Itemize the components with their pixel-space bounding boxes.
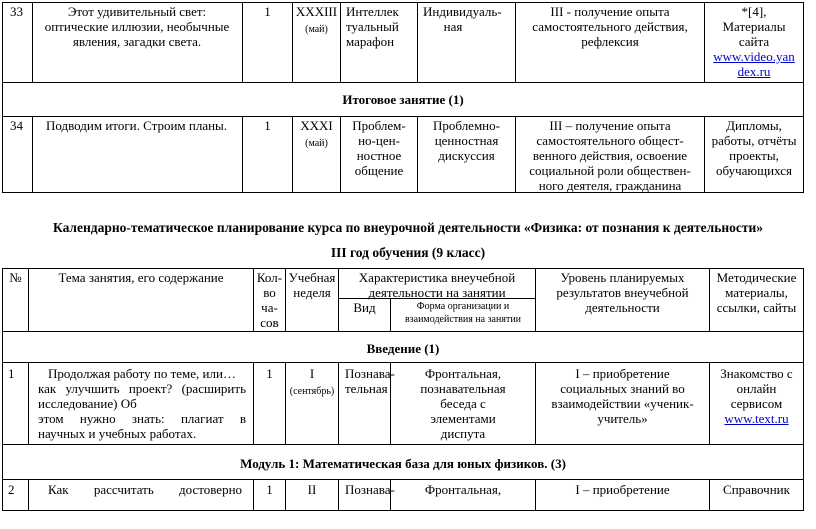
form-cell: Фронтальная, познавательная беседа с элементами диспута [420,366,506,441]
row-number: 1 [8,366,15,381]
topic-cell: Продолжая работу по теме, или… как улучшить проект? (расширить исследование) Об этом нужно знать: плагиат в научных и учебных работах. [38,366,246,441]
topic-cell: Как рассчитать достоверно [48,482,243,497]
page-title: Календарно-тематическое планирование курса по внеурочной деятельности «Физика: от познания к деятельности» [52,220,764,235]
header-number: № [9,270,22,285]
form-cell: Проблемно- ценностная дискуссия [433,118,500,163]
section-heading: Модуль 1: Математическая база для юных физиков. (3) [240,456,566,471]
page-subtitle: III год обучения (9 класс) [330,245,486,260]
activity-kind-cell: Проблем- но-цен- ностное общение [352,118,406,178]
activity-kind-cell: Познава- [345,482,395,497]
result-level-cell: III - получение опыта самостоятельного действия, рефлексия [532,4,688,49]
header-level: Уровень планируемых результатов внеучебной деятельности [556,270,689,315]
materials-link[interactable]: www.video.yan dex.ru [713,49,795,79]
topic-cell: Подводим итоги. Строим планы. [46,118,228,133]
header-kind: Вид [353,300,376,315]
header-week: Учебная неделя [288,270,336,300]
week-cell: XXXI (май) [300,118,333,149]
header-hours: Кол- во ча- сов [256,270,283,330]
result-level-cell: III – получение опыта самостоятельного общест- венного действия, освоение социальной роли обществен- ного деятеля, гражданина [529,118,691,193]
topic-cell: Этот удивительный свет: оптические иллюзии, необычные явления, загадки света. [44,4,230,49]
row-number: 34 [10,118,23,133]
materials-cell: *[4], Материалы сайта www.video.yan dex.ru [705,4,803,79]
row-number: 33 [10,4,23,19]
week-cell: XXXIII (май) [295,4,338,35]
form-cell: Индивидуаль- ная [423,4,502,34]
row-number: 2 [8,482,15,497]
week-cell: II [307,482,317,497]
week-cell: I (сентябрь) [289,366,335,397]
result-level-cell: I – приобретение социальных знаний во взаимодействии «ученик- учитель» [551,366,694,426]
result-level-cell: I – приобретение [575,482,670,497]
header-characteristic: Характеристика внеучебной деятельности на занятии [358,270,516,300]
header-materials: Методические материалы, ссылки, сайты [716,270,797,315]
header-topic: Тема занятия, его содержание [58,270,224,285]
materials-cell: Дипломы, работы, отчёты проекты, обучающихся [711,118,797,178]
hours-cell: 1 [264,118,271,133]
hours-cell: 1 [266,366,273,381]
materials-cell: Знакомство с онлайн сервисом www.text.ru [720,366,793,426]
hours-cell: 1 [266,482,273,497]
hours-cell: 1 [264,4,271,19]
materials-cell: Справочник [723,482,790,497]
activity-kind-cell: Познава- тельная [345,366,395,396]
section-heading: Введение (1) [366,341,440,356]
section-heading: Итоговое занятие (1) [342,92,464,107]
materials-link[interactable]: www.text.ru [724,411,789,426]
header-form: Форма организации и взаимодействия на занятии [404,301,522,325]
form-cell: Фронтальная, [424,482,502,497]
activity-kind-cell: Интеллек туальный марафон [346,4,399,49]
